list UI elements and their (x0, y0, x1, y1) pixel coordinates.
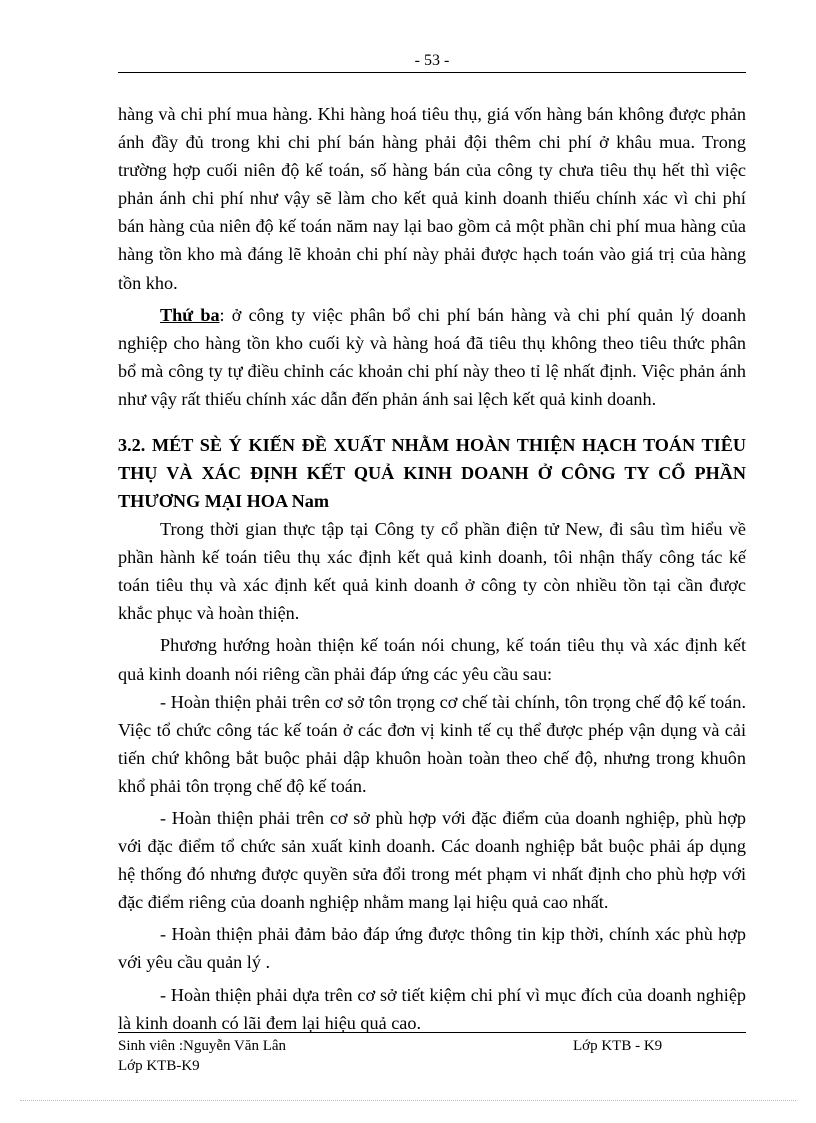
paragraph-1: hàng và chi phí mua hàng. Khi hàng hoá tiêu thụ, giá vốn hàng bán không được phản ánh đầy đủ trong khi chi phí bán hàng phải đội thêm chi phí ở khâu mua. Trong trường hợp cuối niên độ kế toán, số hàng bán của công ty chưa tiêu thụ hết thì việc phản ánh chi phí như vậy sẽ làm cho kết quả kinh doanh thiếu chính xác vì chi phí bán hàng của niên độ kế toán năm nay lại bao gồm cả một phần chi phí mua hàng của hàng tồn kho mà đáng lẽ khoản chi phí này phải được hạch toán vào giá trị của hàng tồn kho. (118, 104, 746, 293)
paragraph-8: - Hoàn thiện phải dựa trên cơ sở tiết kiệm chi phí vì mục đích của doanh nghiệp là kinh doanh có lãi đem lại hiệu quả cao. (118, 984, 746, 1033)
footer-class-right: Lớp KTB - K9 (573, 1038, 663, 1054)
page-body (118, 100, 746, 1037)
paragraph-2-lead: Thứ ba (160, 304, 220, 325)
paragraph-2 (118, 301, 746, 413)
paragraph-3: Trong thời gian thực tập tại Công ty cổ phần điện tử New, đi sâu tìm hiểu về phần hành kế toán tiêu thụ xác định kết quả kinh doanh, tôi nhận thấy công tác kế toán tiêu thụ và xác định kết quả kinh doanh ở công ty còn nhiều tồn tại cần được khắc phục và hoàn thiện. (118, 519, 746, 624)
page-number: - 53 - (414, 52, 450, 69)
paragraph-7: - Hoàn thiện phải đảm bảo đáp ứng được thông tin kịp thời, chính xác phù hợp với yêu cầu quản lý . (118, 924, 746, 973)
page-edge-line (20, 1100, 796, 1101)
paragraph-5: - Hoàn thiện phải trên cơ sở tôn trọng cơ chế tài chính, tôn trọng chế độ kế toán. Việc tổ chức công tác kế toán ở các đơn vị kinh tế cụ thể được phép vận dụng và cải tiến chứ không bắt buộc phải dập khuôn hoàn toàn theo chế độ, nhưng trong khuôn khổ phải tôn trọng chế độ kế toán. (118, 691, 746, 796)
footer-class-left: Lớp KTB-K9 (118, 1058, 200, 1074)
section-heading: 3.2. MÉT SÈ Ý KIẾN ĐỀ XUẤT NHẰM HOÀN THIỆN HẠCH TOÁN TIÊU THỤ VÀ XÁC ĐỊNH KẾT QUẢ KINH DOANH Ở CÔNG TY CỔ PHẦN THƯƠNG MẠI HOA Nam (118, 435, 746, 512)
page-footer (118, 1036, 746, 1076)
paragraph-4: Phương hướng hoàn thiện kế toán nói chung, kế toán tiêu thụ và xác định kết quả kinh doanh nói riêng cần phải đáp ứng các yêu cầu sau: (118, 635, 746, 684)
paragraph-6: - Hoàn thiện phải trên cơ sở phù hợp với đặc điểm của doanh nghiệp, phù hợp với đặc điểm tổ chức sản xuất kinh doanh. Các doanh nghiệp bắt buộc phải áp dụng hệ thống đó nhưng được quyền sửa đổi trong mét phạm vi nhất định cho phù hợp với đặc điểm riêng của doanh nghiệp nhằm mang lại hiệu quả cao nhất. (118, 807, 746, 913)
header-rule (118, 72, 746, 73)
footer-student: Sinh viên :Nguyễn Văn Lân (118, 1038, 287, 1054)
paragraph-2-text: : ở công ty việc phân bổ chi phí bán hàng và chi phí quản lý doanh nghiệp cho hàng tồn kho cuối kỳ và hàng hoá đã tiêu thụ không theo tiêu thức phân bổ mà công ty tự điều chỉnh các khoản chi phí này theo tỉ lệ nhất định. Việc phản ánh như vậy rất thiếu chính xác dẫn đến phản ánh sai lệch kết quả kinh doanh. (118, 304, 746, 409)
footer-rule (118, 1032, 746, 1033)
